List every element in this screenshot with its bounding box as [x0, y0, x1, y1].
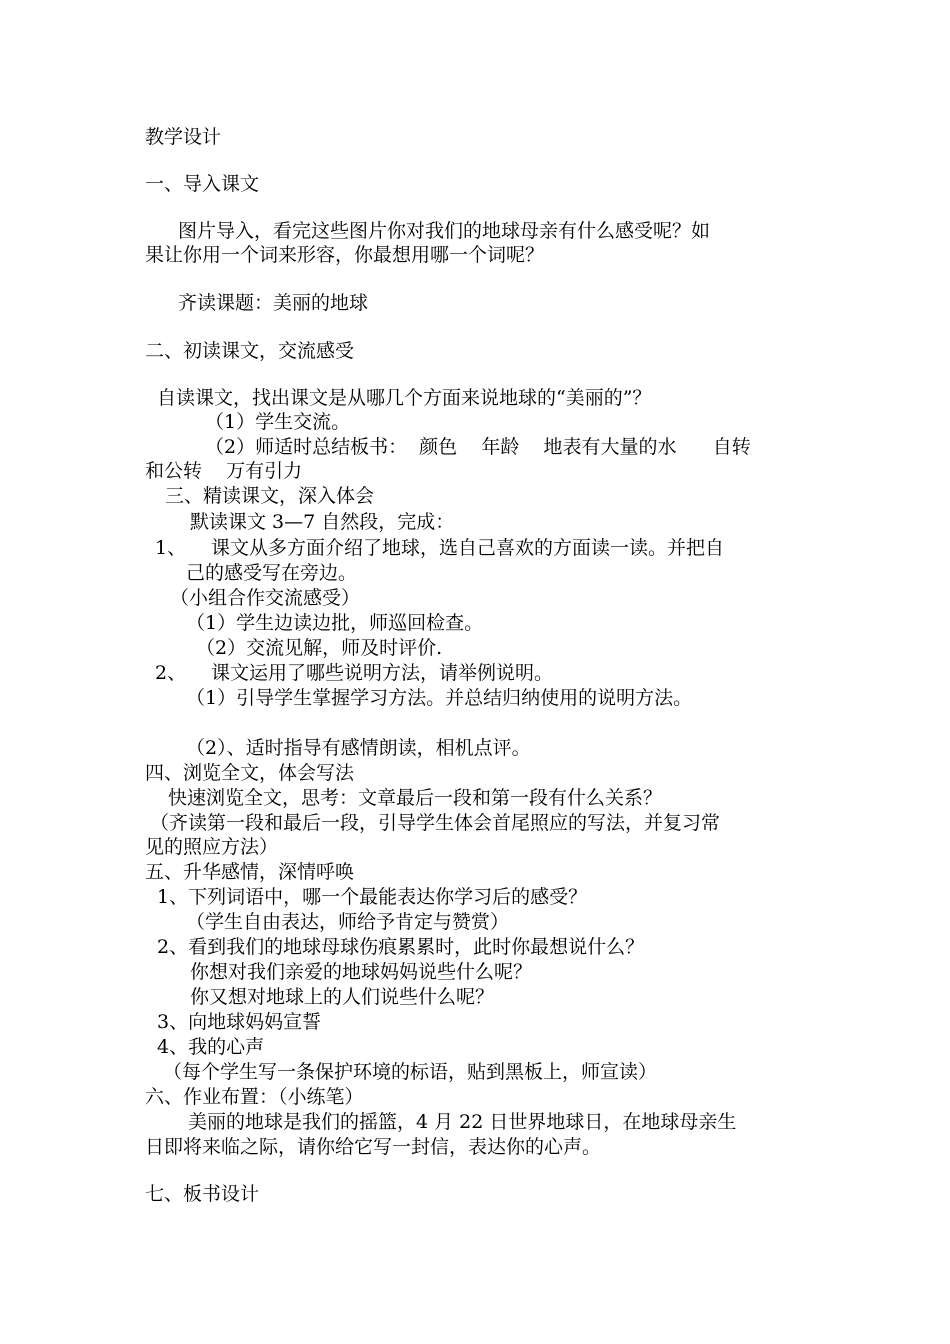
section-3-item-2: 课文运用了哪些说明方法，请举例说明。 [211, 662, 554, 684]
section-5-heading: 五、升华感情，深情呼唤 [145, 861, 355, 883]
section-5-item-4: 4、我的心声 [157, 1036, 265, 1058]
section-5-item-2-question-2: 你又想对地球上的人们说些什么呢？ [190, 986, 495, 1008]
section-2-question: 自读课文，找出课文是从哪几个方面来说地球的“美丽的”？ [157, 387, 652, 409]
section-1-paragraph-2: 齐读课题：美丽的地球 [178, 292, 369, 314]
section-6-paragraph-line-1: 美丽的地球是我们的摇篮，4 月 22 日世界地球日，在地球母亲生 [188, 1111, 737, 1133]
section-3-item-1-line-2: 己的感受写在旁边。 [186, 562, 358, 584]
section-5-item-4-note: （每个学生写一条保护环境的标语，贴到黑板上，师宣读） [163, 1061, 658, 1083]
section-4-question: 快速浏览全文，思考：文章最后一段和第一段有什么关系？ [168, 787, 663, 809]
section-4-note-line-1: （齐读第一段和最后一段，引导学生体会首尾照应的写法，并复习常 [150, 812, 721, 834]
section-6-paragraph-line-2: 日即将来临之际，请你给它写一封信，表达你的心声。 [145, 1136, 602, 1158]
section-2-heading: 二、初读课文，交流感受 [145, 340, 355, 362]
section-6-heading: 六、作业布置：（小练笔） [145, 1086, 364, 1108]
section-3-heading: 三、精读课文，深入体会 [165, 485, 375, 507]
section-2-item-1: （1）学生交流。 [205, 411, 351, 433]
section-5-item-2: 2、看到我们的地球母球伤痕累累时，此时你最想说什么？ [157, 936, 645, 958]
section-3-item-1-sub-2: （2）交流见解，师及时评价. [196, 637, 443, 659]
section-7-heading: 七、板书设计 [145, 1183, 260, 1205]
section-2-item-2-line-1: （2）师适时总结板书： 颜色 年龄 地表有大量的水 自转 [205, 436, 751, 458]
section-5-item-1: 1、下列词语中，哪一个最能表达你学习后的感受？ [157, 886, 588, 908]
section-4-heading: 四、浏览全文，体会写法 [145, 762, 355, 784]
section-5-item-3: 3、向地球妈妈宣誓 [157, 1011, 322, 1033]
section-3-item-1-sub-1: （1）学生边读边批，师巡回检查。 [186, 612, 484, 634]
section-3-item-1-number: 1、 [155, 537, 187, 559]
section-1-paragraph-line-2: 果让你用一个词来形容，你最想用哪一个词呢？ [145, 244, 545, 266]
section-5-item-1-note: （学生自由表达，师给予肯定与赞赏） [186, 911, 510, 933]
section-3-item-1-note: （小组合作交流感受） [170, 587, 361, 609]
section-3-item-1-line-1: 课文从多方面介绍了地球，选自己喜欢的方面读一读。并把自 [211, 537, 725, 559]
section-3-intro: 默读课文 3—7 自然段，完成： [190, 511, 455, 533]
document-title: 教学设计 [145, 126, 222, 148]
section-5-item-2-question-1: 你想对我们亲爱的地球妈妈说些什么呢？ [190, 961, 533, 983]
section-3-item-2-number: 2、 [155, 662, 187, 684]
section-1-paragraph-line-1: 图片导入，看完这些图片你对我们的地球母亲有什么感受呢？如 [178, 220, 711, 242]
section-3-item-2-sub-2: （2）、适时指导有感情朗读，相机点评。 [186, 737, 531, 759]
section-1-heading: 一、导入课文 [145, 173, 260, 195]
section-3-item-2-sub-1: （1）引导学生掌握学习方法。并总结归纳使用的说明方法。 [186, 687, 693, 709]
section-2-item-2-line-2: 和公转 万有引力 [145, 460, 303, 482]
section-4-note-line-2: 见的照应方法） [145, 836, 279, 858]
